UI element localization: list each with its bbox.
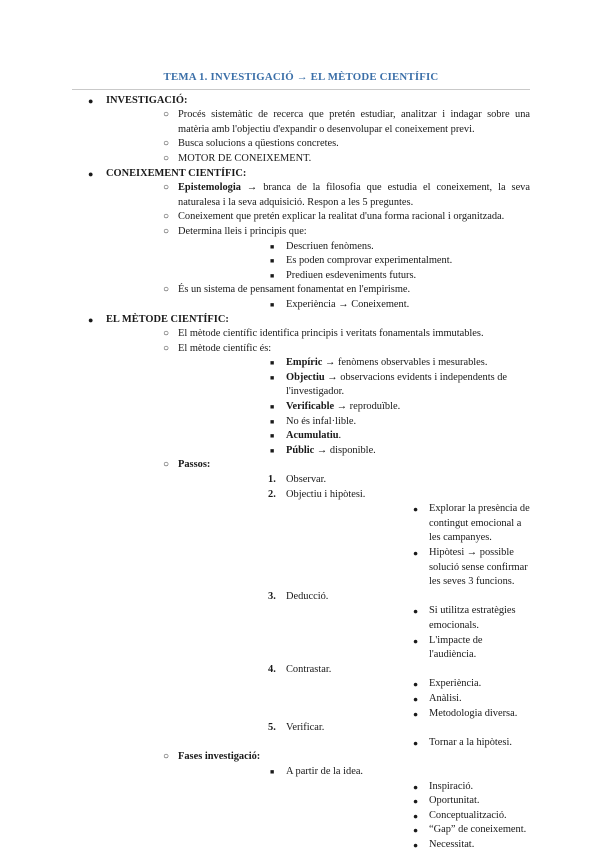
list-item: ■ Experiència → Coneixement. [178,298,530,313]
list-item: ○ El mètode científic és: ■ Empíric → fenòmens observables i mesurables. ■ Objectiu → observacions evidents i independents de l'investigador. ■ Verificable → reproduïble. ■ No és infal·lible. ■ Acumulatiu. ■ Públic → disponible. [106,342,530,459]
step-item: 1. Observar. [178,473,530,488]
list-item: ● Anàlisi. [286,692,530,707]
step-number: 5. [268,721,276,736]
list-item: ■ Empíric → fenòmens observables i mesurables. [178,356,530,371]
list-item: ○ MOTOR DE CONEIXEMENT. [106,152,530,167]
list-item: ● Tornar a la hipòtesi. [286,736,530,751]
bullet-icon: ● [413,677,418,692]
step-item: 3. Deducció. ● Si utilitza estratègies emocionals. ● L'impacte de l'audiència. [178,590,530,663]
circle-bullet-icon: ○ [163,137,169,152]
bullet-icon: ● [413,736,418,751]
title-divider [72,89,530,90]
section-metode-cientific [72,313,530,852]
list-item: ● Hipòtesi → possible solució sense confirmar les seves 3 funcions. [286,546,530,590]
list-item: ● Explorar la presència de contingut emocional a les campanyes. [286,502,530,546]
section-coneixement-cientific [72,167,530,313]
square-bullet-icon: ■ [270,371,274,386]
square-bullet-icon: ■ [270,269,274,284]
list-item: ● Experiència. [286,677,530,692]
list-item: ● Si utilitza estratègies emocionals. [286,604,530,633]
circle-bullet-icon: ○ [163,458,169,473]
list-item: ○ Epistemologia → branca de la filosofia que estudia el coneixement, la seva naturalesa i la seva adquisició. Respon a les 5 preguntes. [106,181,530,210]
section-heading: INVESTIGACIÓ: [106,95,187,106]
list-item: ● “Gap” de coneixement. [286,823,530,838]
list-item: ■ Es poden comprovar experimentalment. [178,254,530,269]
section-heading: EL MÈTODE CIENTÍFIC: [106,314,229,325]
list-item: ○ Procés sistemàtic de recerca que pretén estudiar, analitzar i indagar sobre una matèria amb l'objectiu d'expandir o desenvolupar el coneixement previ. [106,108,530,137]
list-item: ■ Prediuen esdeveniments futurs. [178,269,530,284]
list-item: ○ El mètode científic identifica principis i veritats fonamentals immutables. [106,327,530,342]
circle-bullet-icon: ○ [163,210,169,225]
square-bullet-icon: ■ [270,356,274,371]
square-bullet-icon: ■ [270,765,274,780]
bullet-icon: ● [413,809,418,824]
square-bullet-icon: ■ [270,298,274,313]
bullet-icon: ● [413,604,418,619]
list-item: ○ Determina lleis i principis que: ■ Descriuen fenòmens. ■ Es poden comprovar experimentalment. ■ Prediuen esdeveniments futurs. [106,225,530,283]
bullet-icon: ● [413,780,418,795]
step-number: 2. [268,488,276,503]
circle-bullet-icon: ○ [163,225,169,240]
document-title: TEMA 1. INVESTIGACIÓ → EL MÈTODE CIENTÍFIC [72,70,530,85]
square-bullet-icon: ■ [270,240,274,255]
bullet-icon: ● [413,546,418,561]
list-item-fases: ○ Fases investigació: ■ A partir de la idea. ● Inspiració. ● Oportunitat. ● Conceptualització. ● “Gap” de coneixement. ● Necessitat. [106,750,530,852]
outline [72,94,530,852]
list-item: ● Inspiració. [286,780,530,795]
circle-bullet-icon: ○ [163,342,169,357]
step-number: 3. [268,590,276,605]
list-item: ■ Acumulatiu. [178,429,530,444]
circle-bullet-icon: ○ [163,152,169,167]
step-item: 5. Verificar. ● Tornar a la hipòtesi. [178,721,530,750]
step-number: 1. [268,473,276,488]
step-number: 4. [268,663,276,678]
circle-bullet-icon: ○ [163,283,169,298]
circle-bullet-icon: ○ [163,750,169,765]
list-item: ■ A partir de la idea. ● Inspiració. ● Oportunitat. ● Conceptualització. ● “Gap” de coneixement. ● Necessitat. [178,765,530,852]
list-item-passos: ○ Passos: 1. Observar. 2. Objectiu i hipòtesi. ● Explorar la presència de contingut emocional a les campanyes. ● Hipòtesi → possible solució sense confirmar les seves 3 funcions. 3. Deducció. ● Si utilitza estratègies emocionals. ● L'impacte de l'audiència. 4. Contrastar. ● Experiència. ● Anàlisi. ● Metodologia diversa. 5. Verificar. ● Tornar a la hipòtesi. [106,458,530,750]
list-item: ■ Verificable → reproduïble. [178,400,530,415]
section-investigacio [72,94,530,167]
list-item: ● Oportunitat. [286,794,530,809]
list-item: ■ Públic → disponible. [178,444,530,459]
bullet-icon: ● [413,634,418,649]
square-bullet-icon: ■ [270,254,274,269]
list-item: ● Necessitat. [286,838,530,852]
list-item: ■ Objectiu → observacions evidents i independents de l'investigador. [178,371,530,400]
square-bullet-icon: ■ [270,400,274,415]
bullet-icon: ● [88,167,93,182]
step-item: 2. Objectiu i hipòtesi. ● Explorar la presència de contingut emocional a les campanyes. ● Hipòtesi → possible solució sense confirmar les seves 3 funcions. [178,488,530,590]
bullet-icon: ● [88,313,93,328]
bullet-icon: ● [413,707,418,722]
square-bullet-icon: ■ [270,415,274,430]
list-item: ○ Busca solucions a qüestions concretes. [106,137,530,152]
bullet-icon: ● [413,823,418,838]
bullet-icon: ● [413,838,418,852]
step-item: 4. Contrastar. ● Experiència. ● Anàlisi. ● Metodologia diversa. [178,663,530,721]
list-item: ■ Descriuen fenòmens. [178,240,530,255]
section-heading: CONEIXEMENT CIENTÍFIC: [106,168,246,179]
list-item: ○ Coneixement que pretén explicar la realitat d'una forma racional i organitzada. [106,210,530,225]
circle-bullet-icon: ○ [163,327,169,342]
circle-bullet-icon: ○ [163,108,169,123]
square-bullet-icon: ■ [270,444,274,459]
list-item: ■ No és infal·lible. [178,415,530,430]
circle-bullet-icon: ○ [163,181,169,196]
square-bullet-icon: ■ [270,429,274,444]
list-item: ● L'impacte de l'audiència. [286,634,530,663]
bullet-icon: ● [413,794,418,809]
list-item: ○ És un sistema de pensament fonamentat en l'empirisme. ■ Experiència → Coneixement. [106,283,530,312]
bullet-icon: ● [88,94,93,109]
list-item: ● Metodologia diversa. [286,707,530,722]
bullet-icon: ● [413,502,418,517]
list-item: ● Conceptualització. [286,809,530,824]
bullet-icon: ● [413,692,418,707]
